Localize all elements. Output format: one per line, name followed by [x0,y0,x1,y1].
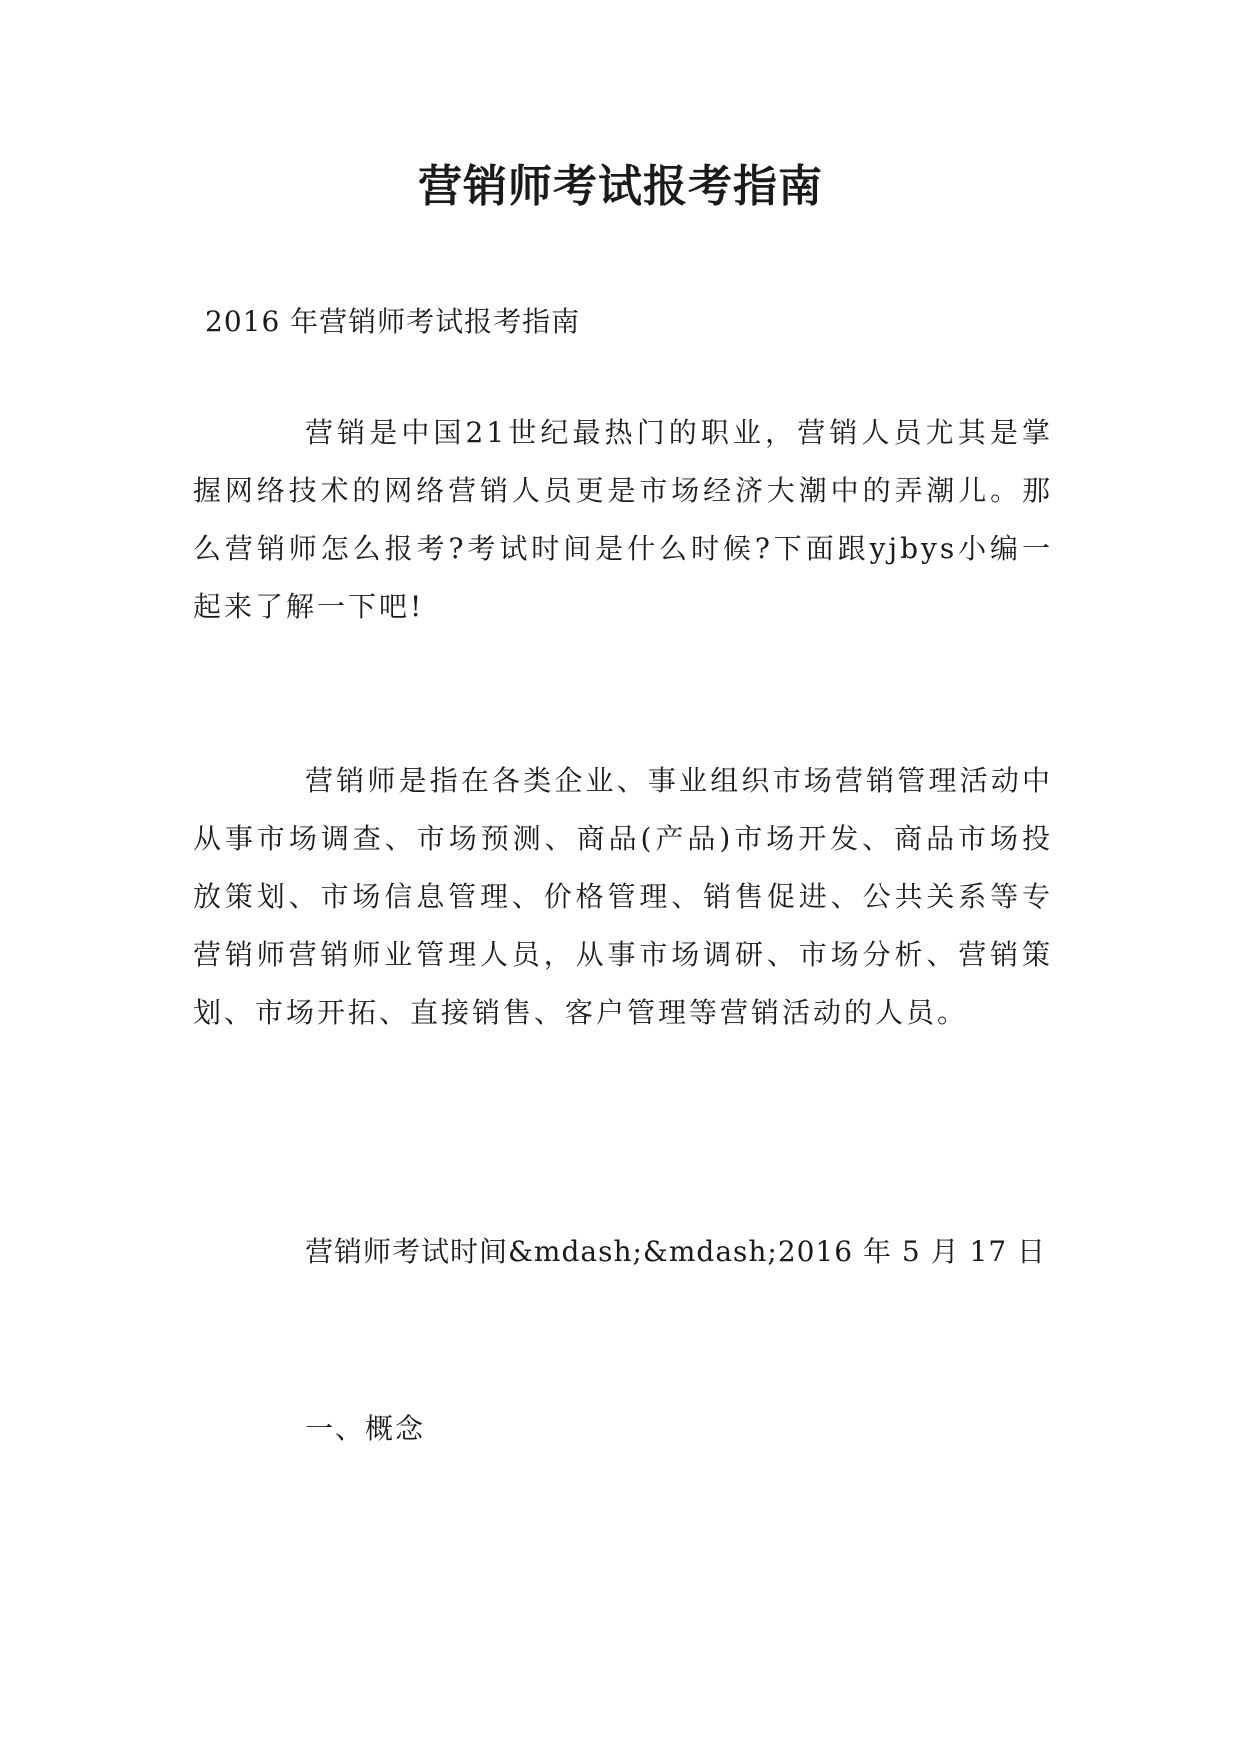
definition-paragraph: 营销师是指在各类企业、事业组织市场营销管理活动中从事市场调查、市场预测、商品(产品)市场开发、商品市场投放策划、市场信息管理、价格管理、销售促进、公共关系等专营销师营销师业管理人员，从事市场调研、市场分析、营销策划、市场开拓、直接销售、客户管理等营销活动的人员。 [193,764,1053,1029]
exam-time-line: 营销师考试时间&mdash;&mdash;2016 年 5 月 17 日 [305,1235,1047,1268]
intro-paragraph: 营销是中国21世纪最热门的职业，营销人员尤其是掌握网络技术的网络营销人员更是市场经济大潮中的弄潮儿。那么营销师怎么报考?考试时间是什么时候?下面跟yjbys小编一起来了解一下吧! [193,416,1053,623]
document-title: 营销师考试报考指南 [418,161,823,212]
document-subtitle: 2016 年营销师考试报考指南 [205,305,581,338]
section-heading: 一、概念 [305,1412,426,1445]
